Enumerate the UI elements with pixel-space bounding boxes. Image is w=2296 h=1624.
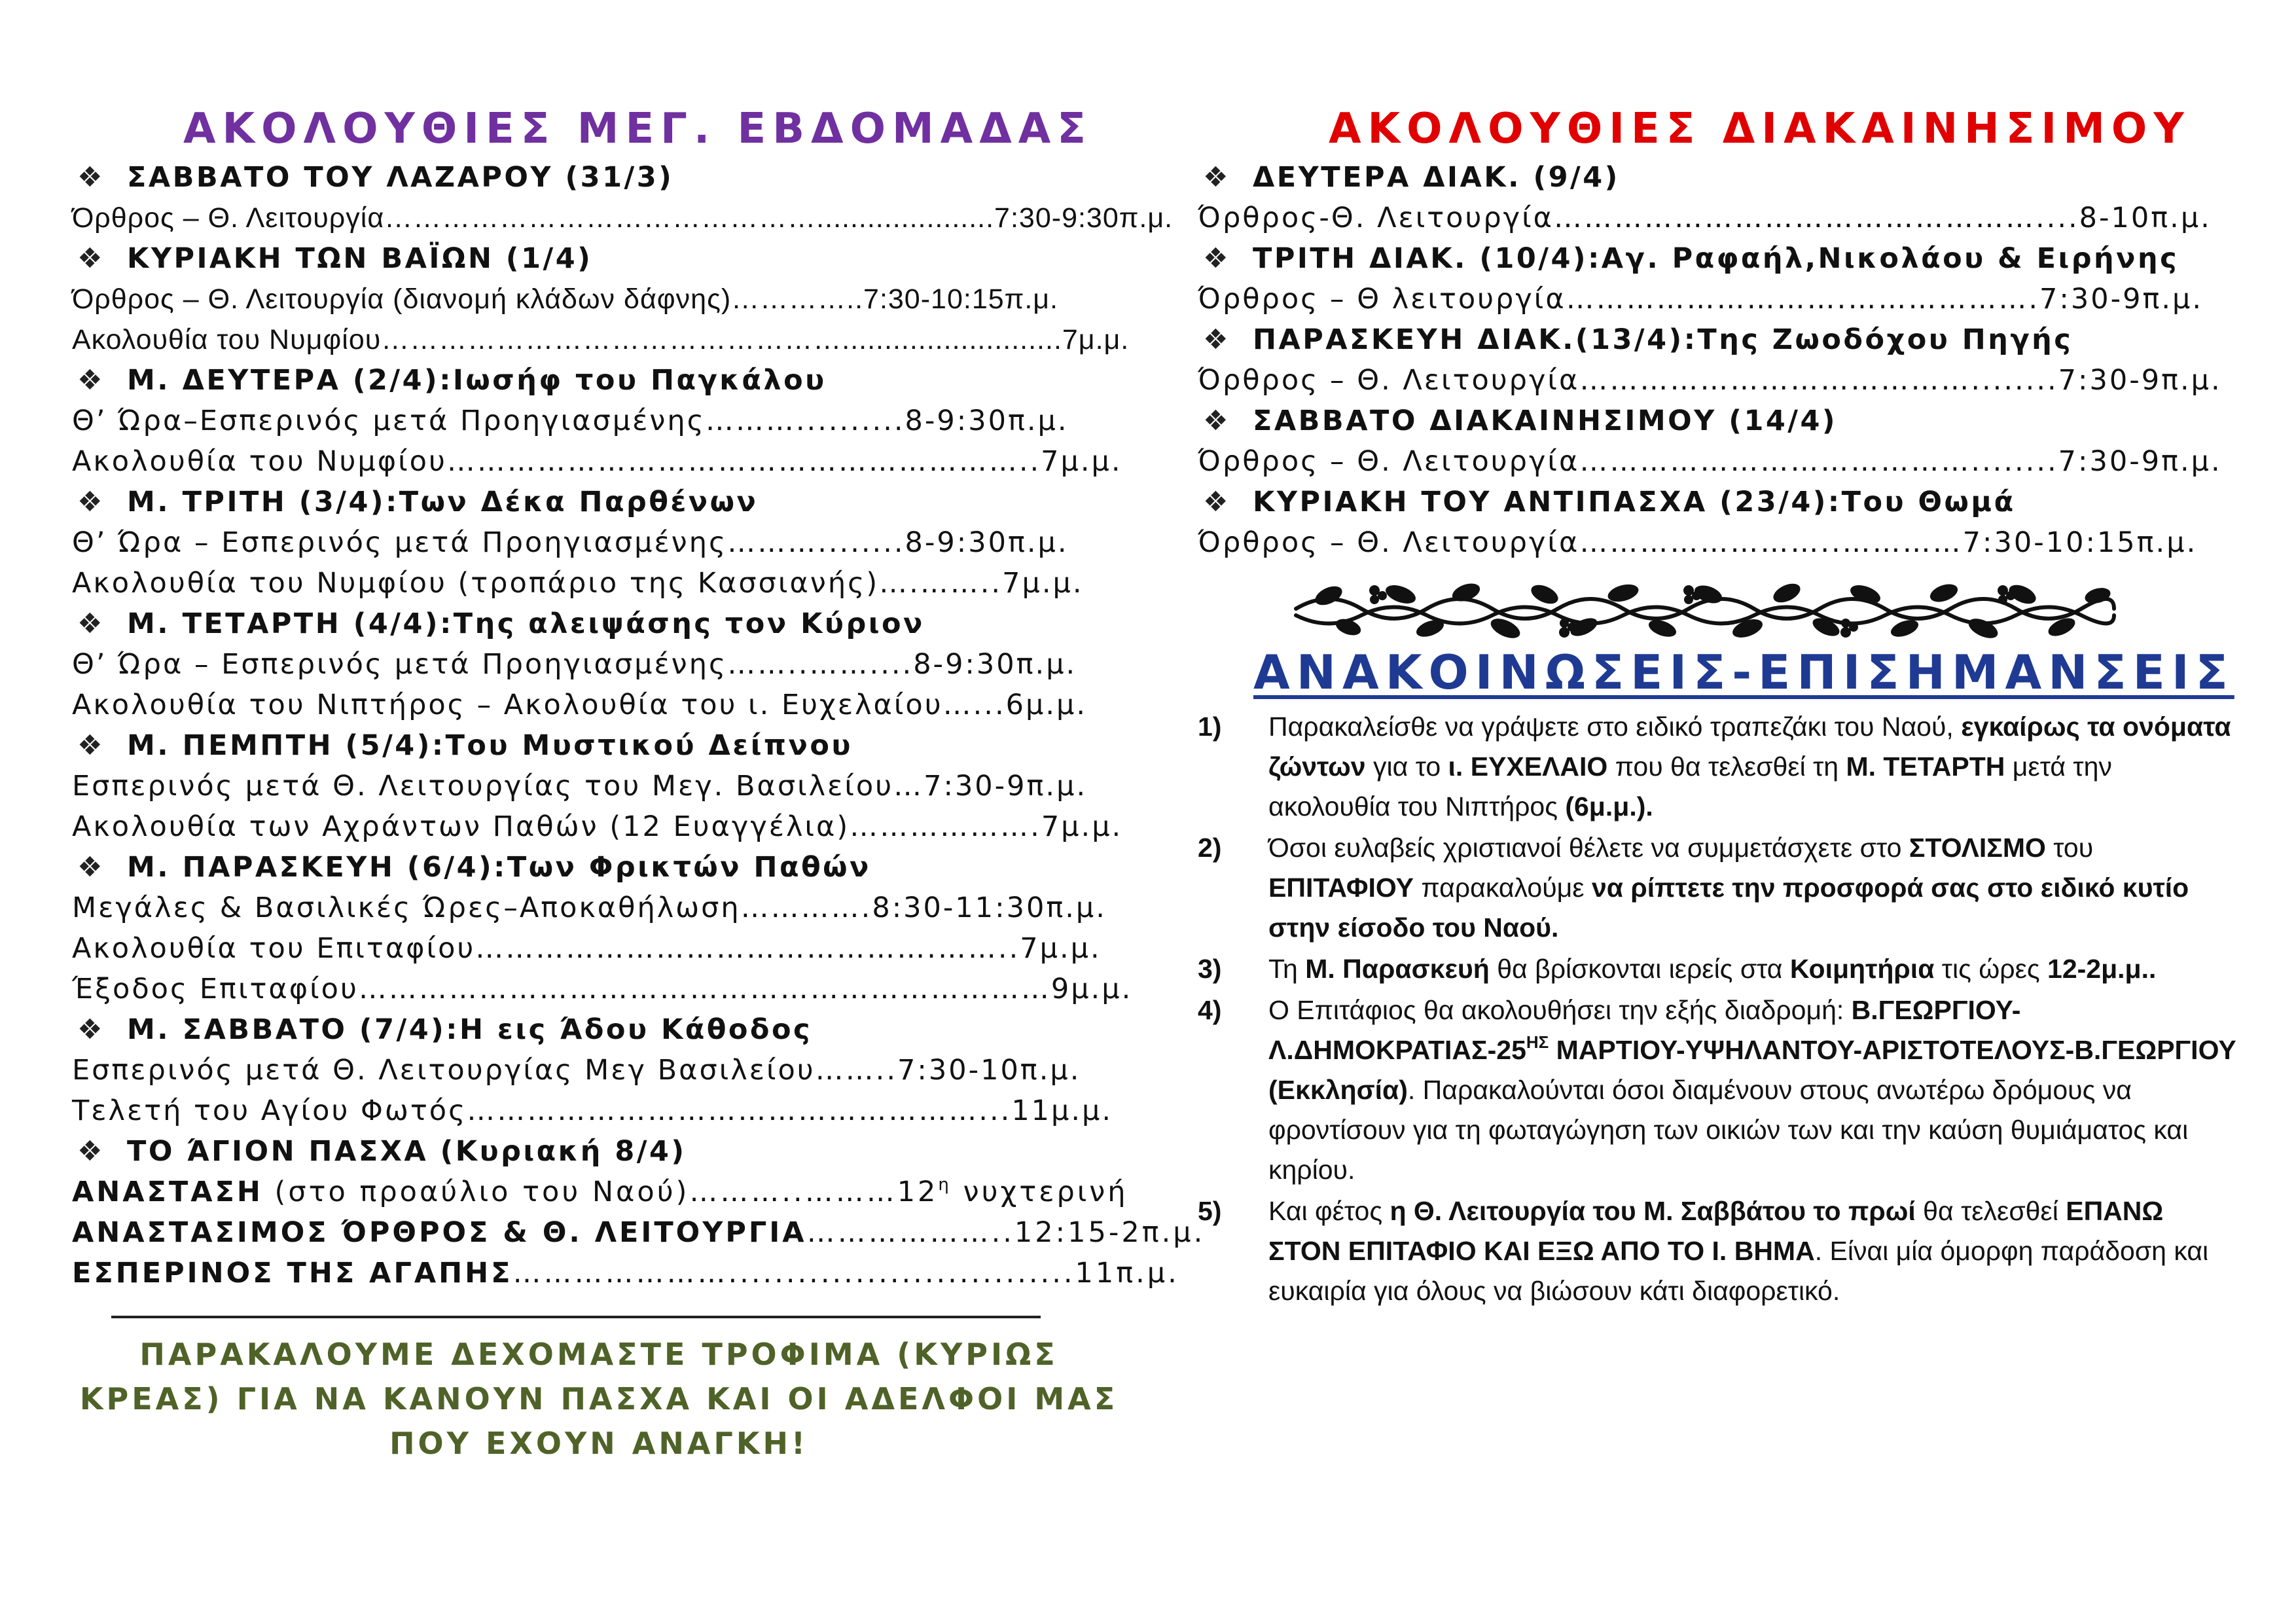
announcement-number: 5): [1198, 1196, 1222, 1226]
service-day-label: ΚΥΡΙΑΚΗ ΤΟΥ ΑΝΤΙΠΑΣΧΑ (23/4):Του Θωμά: [1253, 486, 2016, 518]
diamond-bullet-icon: ❖: [77, 161, 105, 194]
announcement-emphasis: Κοιμητήρια: [1789, 954, 1935, 984]
service-line: Όρθρος – Θ. Λειτουργία……………………………………….....................7:30-9:30π.μ.: [72, 202, 1174, 234]
service-day-header: [1198, 157, 2222, 198]
announcement-emphasis: Μ. Παρασκευή: [1305, 954, 1490, 984]
service-line: [72, 1172, 1205, 1212]
service-day-label: Μ. ΤΡΙΤΗ (3/4):Των Δέκα Παρθένων: [127, 486, 759, 518]
food-donation-note: ΠΑΡΑΚΑΛΟΥΜΕ ΔΕΧΟΜΑΣΤΕ ΤΡΟΦΙΜΑ (ΚΥΡΙΩΣ ΚΡΕΑΣ) ΓΙΑ ΝΑ ΚΑΝΟΥΝ ΠΑΣΧΑ ΚΑΙ ΟΙ ΑΔΕΛΦΟΙ ΜΑΣ ΠΟΥ ΕΧΟΥΝ ΑΝΑΓΚΗ!: [79, 1337, 1119, 1461]
diamond-bullet-icon: ❖: [77, 486, 105, 518]
service-day-label: ΤΟ ΆΓΙΟΝ ΠΑΣΧΑ (Κυριακή 8/4): [127, 1135, 687, 1168]
announcement-text: θα τελεσθεί: [1915, 1196, 2066, 1226]
service-line: Ακολουθία του Νυμφίου…………………………………………………..7μ.μ.: [72, 445, 1122, 478]
diamond-bullet-icon: ❖: [77, 242, 105, 275]
announcement-item: [1198, 949, 2238, 989]
announcement-text: θα βρίσκονται ιερείς στα: [1489, 954, 1790, 984]
service-day-header: [1198, 319, 2222, 360]
service-line: [72, 1212, 1205, 1253]
diamond-bullet-icon: ❖: [1203, 486, 1231, 518]
service-day-header: [1198, 482, 2222, 522]
service-line: Θ’ Ώρα – Εσπερινός μετά Προηγιασμένης………........8-9:30π.μ.: [72, 526, 1069, 559]
diamond-bullet-icon: ❖: [1203, 161, 1231, 194]
announcement-item: [1198, 707, 2238, 827]
service-name: ΑΝΑΣΤΑΣΗ: [72, 1176, 263, 1208]
announcement-text: μετά την ακολουθία του Νιπτήρος: [1268, 751, 2112, 821]
diamond-bullet-icon: ❖: [77, 851, 105, 884]
service-time-suffix: νυχτερινή: [951, 1176, 1128, 1208]
diamond-bullet-icon: ❖: [77, 729, 105, 762]
divider: [111, 1316, 1041, 1318]
service-day-header: [72, 847, 1205, 888]
diamond-bullet-icon: ❖: [77, 1013, 105, 1046]
service-day-header: [72, 360, 1205, 401]
service-line: Όρθρος – Θ λειτουργία……………………….……………….7:30-9π.μ.: [1198, 283, 2204, 316]
announcement-number: 3): [1198, 954, 1222, 984]
announcement-emphasis: ΕΠΑΝΩ ΣΤΟΝ ΕΠΙΤΑΦΙΟ ΚΑΙ ΕΞΩ ΑΠΟ ΤΟ Ι. ΒΗΜΑ: [1268, 1196, 2164, 1266]
service-day-label: Μ. ΠΑΡΑΣΚΕΥΗ (6/4):Των Φρικτών Παθών: [127, 851, 871, 884]
service-line: Εσπερινός μετά Θ. Λειτουργίας Μεγ Βασιλείου……..7:30-10π.μ.: [72, 1054, 1081, 1087]
service-line: Όρθρος – Θ. Λειτουργία……………………..…………7:30-10:15π.μ.: [1198, 526, 2198, 559]
service-day-label: Μ. ΔΕΥΤΕΡΑ (2/4):Ιωσήφ του Παγκάλου: [127, 364, 827, 397]
service-line: [72, 1253, 1205, 1293]
service-day-label: ΚΥΡΙΑΚΗ ΤΩΝ ΒΑΪΩΝ (1/4): [127, 242, 593, 275]
announcement-emphasis: (6μ.μ.).: [1565, 791, 1653, 821]
announcement-text: Τη: [1268, 954, 1306, 984]
service-line: Ακολουθία των Αχράντων Παθών (12 Ευαγγέλια)……………….7μ.μ.: [72, 810, 1123, 843]
diamond-bullet-icon: ❖: [77, 607, 105, 640]
announcement-emphasis: εγκαίρως τα ονόματα ζώντων: [1268, 712, 2231, 782]
service-day-label: ΣΑΒΒΑΤΟ ΔΙΑΚΑΙΝΗΣΙΜΟΥ (14/4): [1253, 405, 1838, 437]
service-name: ΕΣΠΕΡΙΝΟΣ ΤΗΣ ΑΓΑΠΗΣ: [72, 1257, 513, 1290]
service-day-header: [72, 725, 1205, 766]
service-line: Ακολουθία του Νυμφίου (τροπάριο της Κασσιανής)….……..7μ.μ.: [72, 567, 1084, 600]
announcement-text: παρακαλούμε: [1414, 873, 1592, 903]
service-line: Μεγάλες & Βασιλικές Ώρες–Αποκαθήλωση………….8:30-11:30π.μ.: [72, 892, 1107, 924]
service-line: Ακολουθία του Νυμφίου…………………………………………..........................7μ.μ.: [72, 324, 1130, 355]
service-day-label: Μ. ΤΕΤΑΡΤΗ (4/4):Της αλειψάσης τον Κύριον: [127, 607, 925, 640]
service-line: Ακολουθία του Νιπτήρος – Ακολουθία του ι. Ευχελαίου…...6μ.μ.: [72, 689, 1088, 721]
diamond-bullet-icon: ❖: [1203, 323, 1231, 356]
service-day-header: [72, 1131, 1205, 1172]
announcement-emphasis: Μ. ΤΕΤΑΡΤΗ: [1846, 751, 2005, 782]
service-time: …………………..............................11π.μ.: [512, 1257, 1179, 1290]
announcement-text: . Είναι μία όμορφη παράδοση και ευκαιρία για όλους να βιώσουν κάτι διαφορετικό.: [1268, 1236, 2209, 1306]
service-day-label: ΔΕΥΤΕΡΑ ΔΙΑΚ. (9/4): [1253, 161, 1620, 194]
announcement-emphasis: ΗΣ: [1526, 1032, 1549, 1053]
diamond-bullet-icon: ❖: [77, 364, 105, 397]
left-title: ΑΚΟΛΟΥΘΙΕΣ ΜΕΓ. ΕΒΔΟΜΑΔΑΣ: [183, 105, 1092, 153]
service-day-label: Μ. ΠΕΜΠΤΗ (5/4):Του Μυστικού Δείπνου: [127, 729, 853, 762]
diamond-bullet-icon: ❖: [1203, 242, 1231, 275]
service-line: Θ’ Ώρα – Εσπερινός μετά Προηγιασμένης……..……....8-9:30π.μ.: [72, 648, 1077, 681]
announcement-emphasis: η Θ. Λειτουργία του Μ. Σαββάτου το πρωί: [1390, 1196, 1916, 1226]
announcement-emphasis: Β.ΓΕΩΡΓΙΟΥ-Λ.ΔΗΜΟΚΡΑΤΙΑΣ-25: [1268, 995, 2021, 1065]
announcement-number: 4): [1198, 995, 1222, 1025]
announcement-text: για το: [1365, 751, 1448, 782]
announcement-emphasis: να ρίπτετε την προσφορά σας στο ειδικό κυτίο στην είσοδο του Ναού.: [1268, 873, 2189, 943]
right-title: ΑΚΟΛΟΥΘΙΕΣ ΔΙΑΚΑΙΝΗΣΙΜΟΥ: [1329, 105, 2191, 153]
service-line: Εσπερινός μετά Θ. Λειτουργίας του Μεγ. Βασιλείου…7:30-9π.μ.: [72, 770, 1088, 803]
announcement-emphasis: ΜΑΡΤΙΟΥ-ΥΨΗΛΑΝΤΟΥ-ΑΡΙΣΤΟΤΕΛΟΥΣ-Β.ΓΕΩΡΓΙΟΥ (Εκκλησία): [1268, 1035, 2236, 1105]
service-line: Όρθρος-Θ. Λειτουργία…………………………………………....8-10π.μ.: [1198, 202, 2212, 234]
service-day-header: [1198, 401, 2222, 441]
announcement-emphasis: ΕΠΙΤΑΦΙΟΥ: [1268, 873, 1414, 903]
service-line: Έξοδος Επιταφίου……………………………………………………………9μ.μ.: [72, 973, 1133, 1005]
announcement-item: [1198, 990, 2238, 1190]
service-day-header: [1198, 238, 2222, 279]
service-day-label: Μ. ΣΑΒΒΑΤΟ (7/4):Η εις Άδου Κάθοδος: [127, 1013, 812, 1046]
announcement-text: του: [2045, 833, 2094, 863]
service-name: ΑΝΑΣΤΑΣΙΜΟΣ ΌΡΘΡΟΣ & Θ. ΛΕΙΤΟΥΡΓΙΑ: [72, 1216, 807, 1249]
announcement-emphasis: ι. ΕΥΧΕΛΑΙΟ: [1448, 751, 1608, 782]
service-day-header: [72, 482, 1205, 522]
service-line: Θ’ Ώρα–Εσπερινός μετά Προηγιασμένης………..........8-9:30π.μ.: [72, 405, 1069, 437]
service-line: Ακολουθία του Επιταφίου……………………………………….……..7μ.μ.: [72, 932, 1102, 965]
left-schedule: [72, 157, 1205, 1293]
service-day-label: ΠΑΡΑΣΚΕΥΗ ΔΙΑΚ.(13/4):Της Ζωοδόχου Πηγής: [1253, 323, 2073, 356]
service-day-label: ΣΑΒΒΑΤΟ ΤΟΥ ΛΑΖΑΡΟΥ (31/3): [127, 161, 674, 194]
service-day-header: [72, 604, 1205, 644]
service-line: Τελετή του Αγίου Φωτός……………………………………………...11μ.μ.: [72, 1094, 1113, 1127]
service-day-label: ΤΡΙΤΗ ΔΙΑΚ. (10/4):Αγ. Ραφαήλ,Νικολάου & Ειρήνης: [1253, 242, 2179, 275]
service-line: Όρθρος – Θ. Λειτουργία…………………………………........7:30-9π.μ.: [1198, 364, 2222, 397]
service-day-header: [72, 1009, 1205, 1050]
service-line: Όρθρος – Θ. Λειτουργία…………………………………........7:30-9π.μ.: [1198, 445, 2222, 478]
announcements-list: [1198, 707, 2238, 1312]
announcement-number: 1): [1198, 712, 1222, 742]
announcement-text: Παρακαλείσθε να γράψετε στο ειδικό τραπεζάκι του Ναού,: [1268, 712, 1962, 742]
announcements-title: ΑΝΑΚΟΙΝΩΣΕΙΣ-ΕΠΙΣΗΜΑΝΣΕΙΣ: [1253, 645, 2234, 700]
announcement-text: Ο Επιτάφιος θα ακολουθήσει την εξής διαδρομή:: [1268, 995, 1852, 1025]
announcement-item: [1198, 828, 2238, 948]
announcement-number: 2): [1198, 833, 1222, 863]
announcement-text: Όσοι ευλαβείς χριστιανοί θέλετε να συμμετάσχετε στο: [1268, 833, 1909, 863]
announcement-text: που θα τελεσθεί τη: [1607, 751, 1846, 782]
announcement-text: Και φέτος: [1268, 1196, 1390, 1226]
announcement-item: [1198, 1191, 2238, 1311]
vine-ornament-icon: [1289, 576, 2121, 641]
right-schedule: [1198, 157, 2222, 563]
service-day-header: [72, 238, 1205, 279]
announcement-emphasis: ΣΤΟΛΙΣΜΟ: [1909, 833, 2046, 863]
service-line: Όρθρος – Θ. Λειτουργία (διανομή κλάδων δάφνης)…………..7:30-10:15π.μ.: [72, 283, 1058, 315]
announcement-emphasis: 12-2μ.μ..: [2047, 954, 2157, 984]
announcement-text: τις ώρες: [1934, 954, 2048, 984]
announcement-text: . Παρακαλούνται όσοι διαμένουν στους ανωτέρω δρόμους να φροντίσουν για τη φωταγώγηση των οικιών των και την καύση θυμιάματος και κηρίου.: [1268, 1075, 2189, 1185]
diamond-bullet-icon: ❖: [1203, 405, 1231, 437]
diamond-bullet-icon: ❖: [77, 1135, 105, 1168]
service-time: ………………..12:15-2π.μ.: [806, 1216, 1206, 1249]
service-day-header: [72, 157, 1205, 198]
service-time: (στο προαύλιο του Ναού)………..………12: [262, 1176, 939, 1208]
superscript: η: [938, 1174, 952, 1195]
